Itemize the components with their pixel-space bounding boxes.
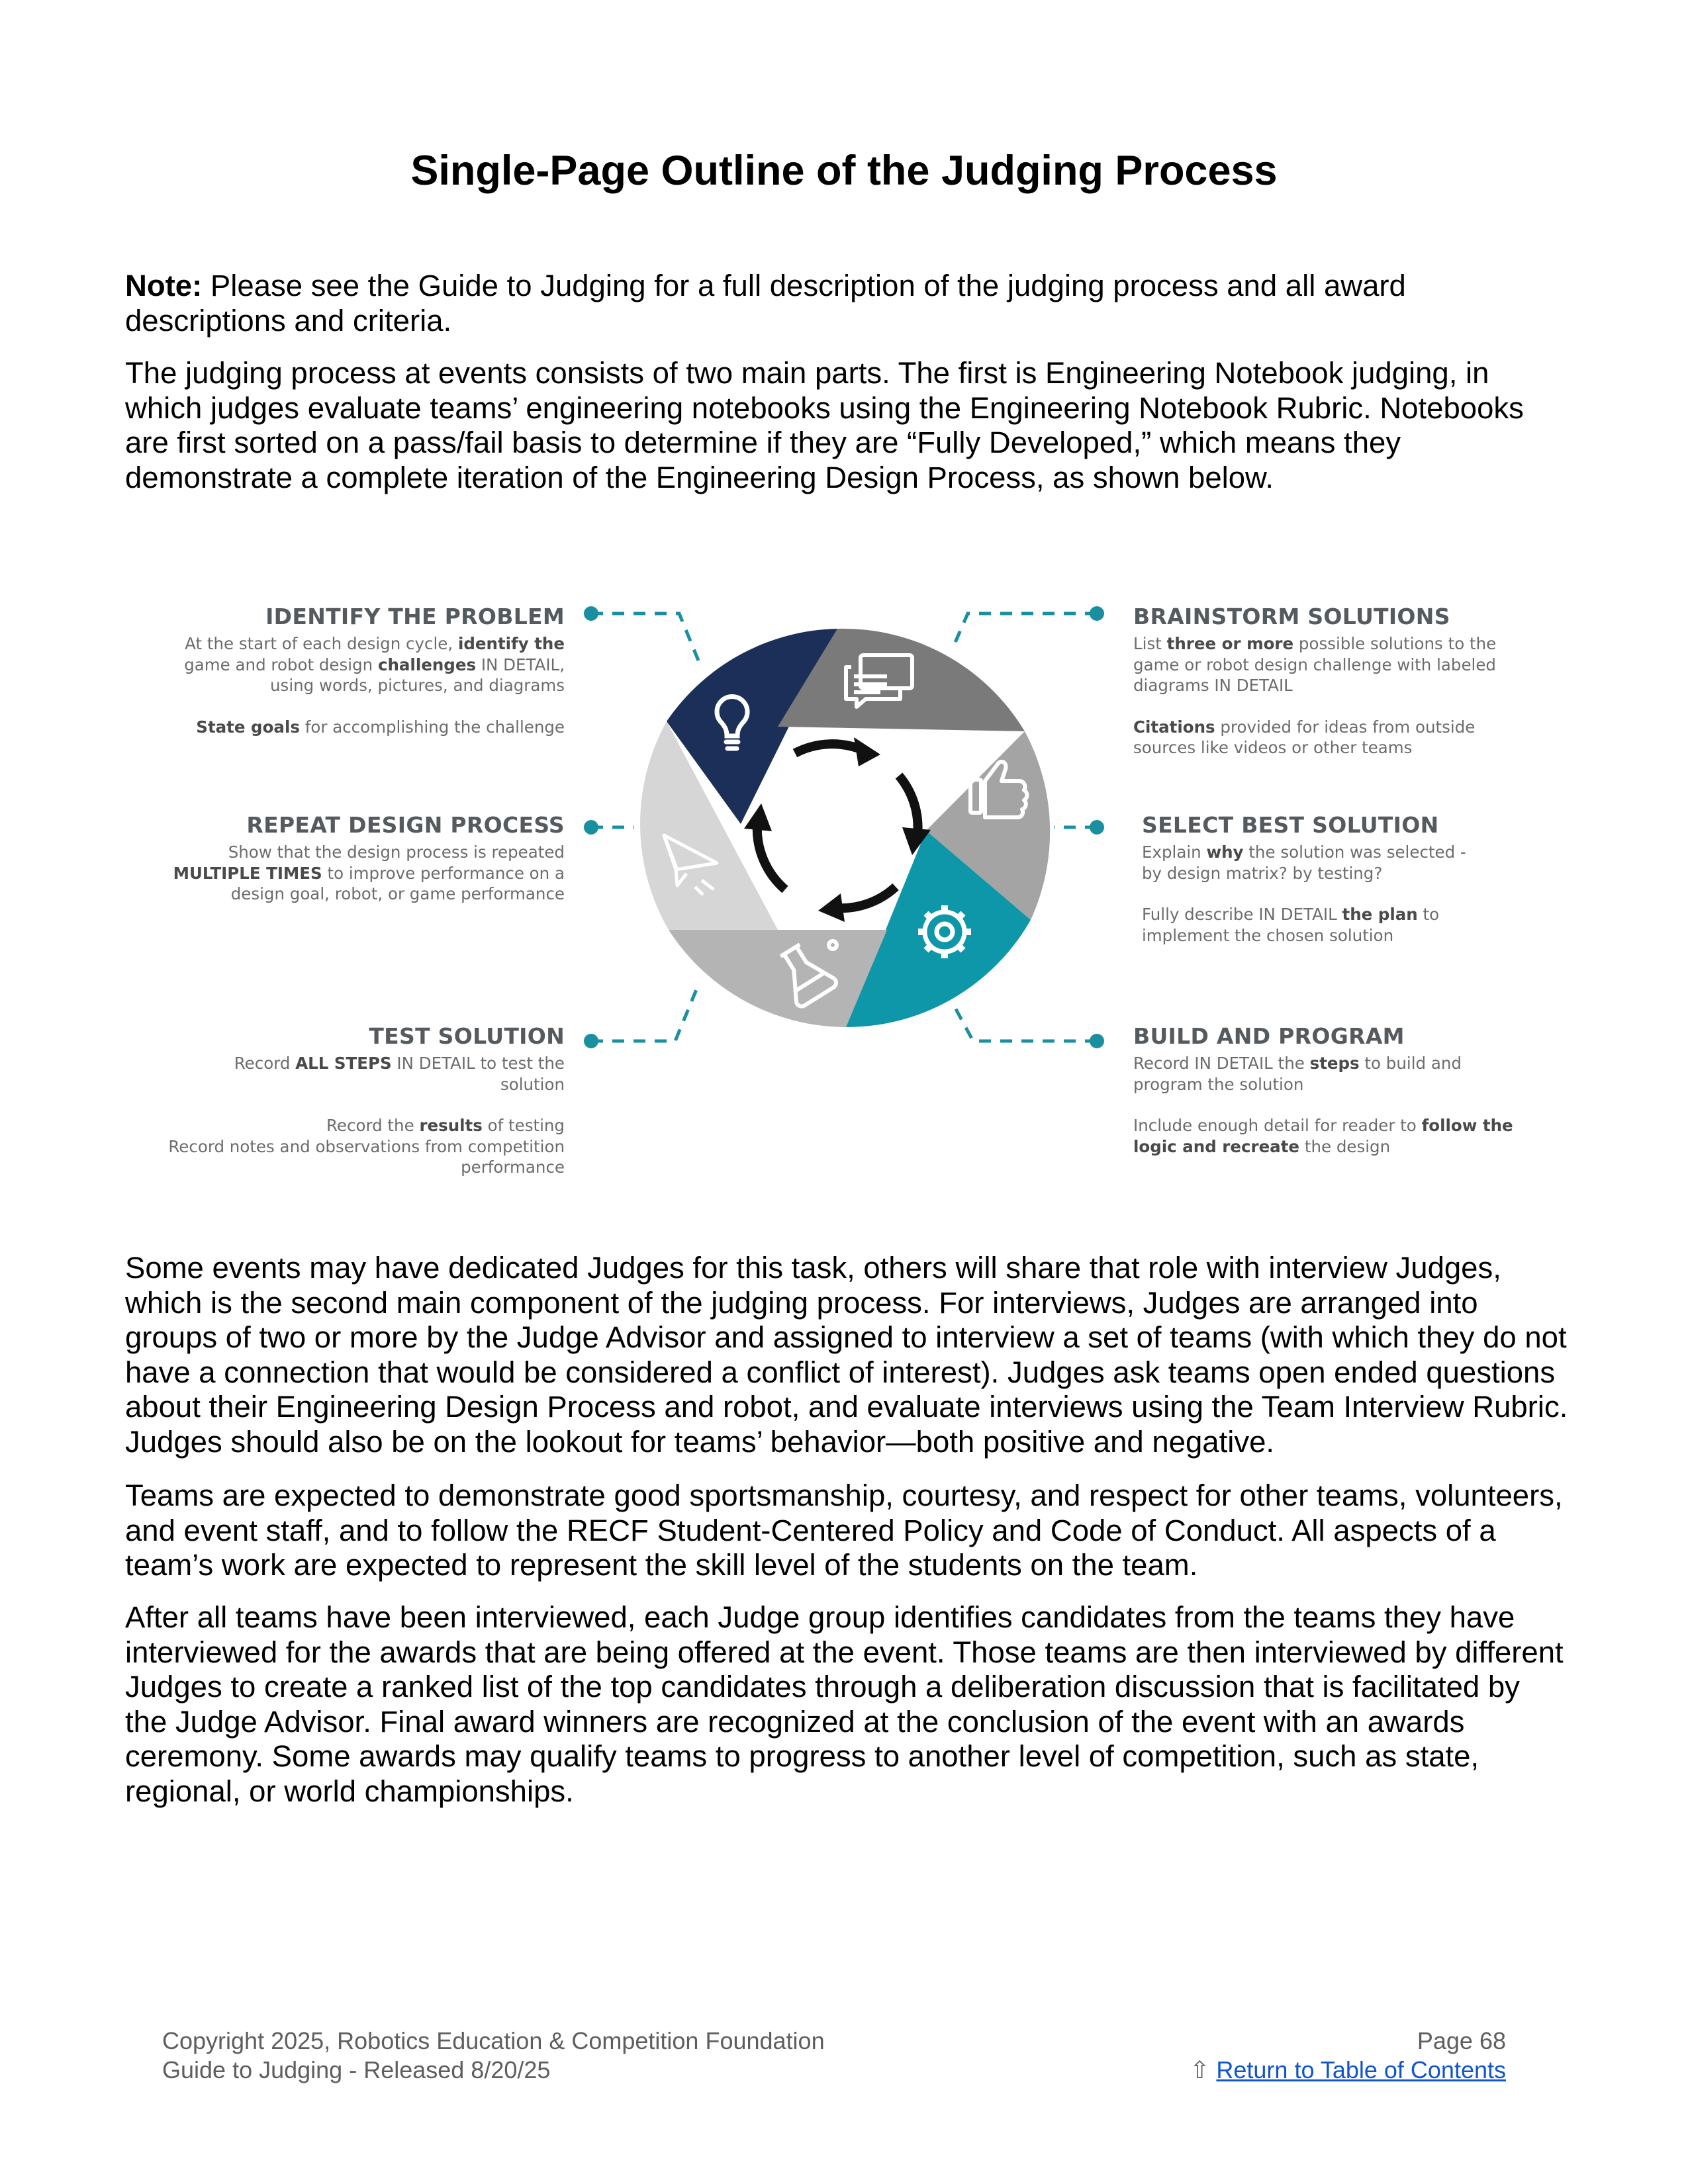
stage-description: At the start of each design cycle, identify the game and robot design challenges IN DETAIL, using words, pictures, and diagrams State goals for accomplishing the challenge [184,634,565,737]
design-process-cycle-diagram [530,582,1158,1059]
intro-paragraph: The judging process at events consists of two main parts. The first is Engineering Notebook judging, in which judges evaluate teams’ engineering notebooks using the Engineering Notebook Rubric. Notebooks are first sorted on a pass/fail basis to determine if they are “Fully Developed,” which means they demonstrate a complete iteration of the Engineering Design Process, as shown below. [125,356,1524,494]
note-text: Please see the Guide to Judging for a full description of the judging process and all award descriptions and criteria. [125,269,1406,338]
stage-description: Record ALL STEPS IN DETAIL to test the solution Record the results of testing Record notes and observations from competition performance [168,1054,565,1177]
dot-identify [584,606,598,621]
dot-select [1090,820,1104,835]
connector-test [591,985,698,1041]
dot-test [584,1034,598,1048]
stage-title: SELECT BEST SOLUTION [1142,812,1439,838]
footer-copyright: Copyright 2025, Robotics Education & Competition Foundation [162,2027,825,2054]
connector-build [955,1007,1097,1041]
stage-repeat-design-process [165,812,565,905]
cycle-arrows-icon [757,744,918,908]
dot-brainstorm [1090,606,1104,621]
dot-repeat [584,820,598,835]
note-paragraph [125,269,1568,338]
stage-identify-the-problem [165,604,565,737]
connector-brainstorm [952,614,1097,650]
stage-title: BUILD AND PROGRAM [1133,1023,1405,1049]
page-title: Single-Page Outline of the Judging Process [410,148,1278,194]
stage-description: List three or more possible solutions to the game or robot design challenge with labeled diagrams IN DETAIL Citations provided for ideas from outside sources like videos or other teams [1133,634,1497,757]
return-to-toc-link[interactable]: Return to Table of Contents [1216,2056,1506,2083]
toc-link-row [1125,2056,1506,2085]
judges-paragraph: Some events may have dedicated Judges for this task, others will share that role with interview Judges, which is the second main component of the judging process. For interviews, Judges are arranged into groups of two or more by the Judge Advisor and assigned to interview a set of teams (with which they do not have a connection that would be considered a conflict of interest). Judges ask teams open ended questions about their Engineering Design Process and robot, and evaluate interviews using the Team Interview Rubric. Judges should also be on the lookout for teams’ behavior—both positive and negative. [125,1251,1568,1459]
stage-build-and-program [1133,1023,1530,1157]
up-arrow-icon: ⇧ [1190,2056,1217,2083]
stage-brainstorm-solutions [1133,604,1530,758]
stage-title: TEST SOLUTION [369,1023,565,1049]
stage-description: Record IN DETAIL the steps to build and program the solution Include enough detail for reader to follow the logic and recreate the design [1133,1054,1513,1156]
page-number: Page 68 [1417,2027,1506,2054]
dot-build [1090,1034,1104,1048]
stage-title: REPEAT DESIGN PROCESS [246,812,565,838]
footer-left [162,2026,825,2085]
note-label: Note: [125,269,203,302]
footer-release: Guide to Judging - Released 8/20/25 [162,2056,551,2083]
stage-description: Show that the design process is repeated MULTIPLE TIMES to improve performance on a design goal, robot, or game performance [173,842,565,903]
conduct-paragraph: Teams are expected to demonstrate good sportsmanship, courtesy, and respect for other teams, volunteers, and event staff, and to follow the RECF Student-Centered Policy and Code of Conduct. All aspects of a team’s work are expected to represent the skill level of the students on the team. [125,1479,1563,1582]
stage-select-best-solution [1142,812,1539,946]
stage-description: Explain why the solution was selected - by design matrix? by testing? Fully describe IN DETAIL the plan to implement the chosen solution [1142,842,1466,945]
awards-paragraph: After all teams have been interviewed, each Judge group identifies candidates from the teams they have interviewed for the awards that are being offered at the event. Those teams are then interviewed by different Judges to create a ranked list of the top candidates through a deliberation discussion that is facilitated by the Judge Advisor. Final award winners are recognized at the conclusion of the event with an awards ceremony. Some awards may qualify teams to progress to another level of competition, such as state, regional, or world championships. [125,1600,1564,1808]
stage-title: IDENTIFY THE PROBLEM [265,604,565,629]
connector-identify [591,614,698,660]
stage-title: BRAINSTORM SOLUTIONS [1133,604,1450,629]
stage-test-solution [165,1023,565,1178]
footer-right [1125,2026,1506,2085]
